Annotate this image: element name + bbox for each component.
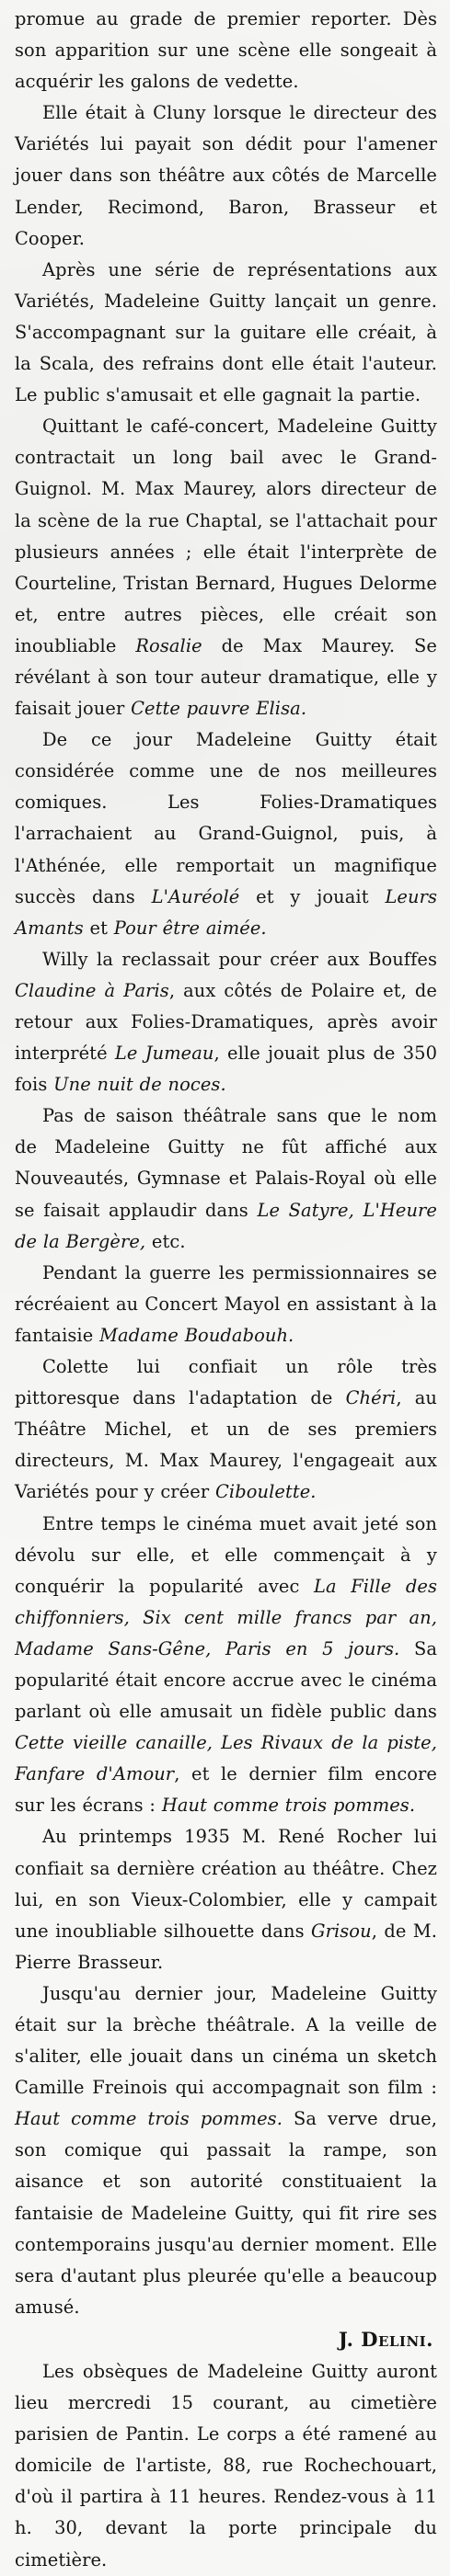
paragraph-text: Sa verve drue, son comique qui passait la rampe, son aisance et son autorité constituaient la fantaisie de Madeleine Guitty, qui fit rire ses contemporains jusqu'au dernier moment. Elle sera d'autant plus pleurée qu'elle a beaucoup amusé. bbox=[15, 2108, 438, 2318]
italic-title: Chéri bbox=[345, 1387, 397, 1409]
paragraph-text: Pendant la guerre les permissionnaires se récréaient au Concert Mayol en assistant à la fantaisie bbox=[15, 1261, 437, 1346]
article-paragraph bbox=[15, 411, 437, 724]
article-paragraph bbox=[15, 1509, 437, 1822]
signature-text: J. Delini. bbox=[338, 2327, 433, 2351]
italic-title: Ciboulette. bbox=[214, 1481, 317, 1503]
article-paragraph bbox=[15, 1258, 437, 1351]
article-paragraph bbox=[15, 1100, 437, 1257]
italic-title: Pour être aimée. bbox=[113, 917, 267, 939]
paragraph-text: , aux côtés de Polaire et, de retour aux Folies-Dramatiques, après avoir interprété bbox=[15, 979, 437, 1065]
article-paragraph bbox=[15, 97, 437, 254]
funeral-notice bbox=[15, 2356, 437, 2576]
italic-title: Madame Boudabouh. bbox=[99, 1324, 294, 1346]
italic-title: Le Jumeau bbox=[114, 1043, 214, 1065]
italic-title: Grisou bbox=[311, 1920, 372, 1942]
italic-title: Haut comme trois pommes. bbox=[15, 2108, 283, 2130]
paragraph-text: Elle était à Cluny lorsque le directeur des Variétés lui payait son dédit pour l'amener jouer dans son théâtre aux côtés de Marcelle Lender, Recimond, Baron, Brasseur et Cooper. bbox=[15, 102, 437, 249]
paragraph-text: Pas de saison théâtrale sans que le nom de Madeleine Guitty ne fût affiché aux Nouveautés, Gymnase et Palais-Royal où elle se faisait applaudir dans bbox=[15, 1105, 437, 1221]
article-paragraph bbox=[15, 1351, 437, 1508]
article-paragraph bbox=[15, 724, 437, 944]
paragraph-text: De ce jour Madeleine Guitty était considérée comme une de nos meilleures comiques. Les Folies-Dramatiques l'arrachaient au Grand-Guignol, puis, à l'Athénée, elle remportait un magnifique succès dans bbox=[15, 729, 437, 907]
paragraph-text: , au Théâtre Michel, et un de ses premiers directeurs, M. Max Maurey, l'engageait aux Variétés pour y créer bbox=[15, 1387, 437, 1503]
article-paragraph bbox=[15, 2356, 437, 2576]
paragraph-text: Sa popularité était encore accrue avec le cinéma parlant où elle amusait un fidèle public dans bbox=[15, 1637, 437, 1723]
italic-title: Une nuit de noces. bbox=[53, 1074, 226, 1096]
paragraph-text: Colette lui confiait un rôle très pittoresque dans l'adaptation de bbox=[15, 1356, 437, 1409]
italic-title: Rosalie bbox=[135, 634, 202, 656]
italic-title: L'Auréolé bbox=[151, 885, 240, 907]
paragraph-text: , de M. Pierre Brasseur. bbox=[15, 1920, 437, 1973]
paragraph-text: , elle jouait plus de 350 fois bbox=[15, 1043, 437, 1096]
paragraph-text: Au printemps 1935 M. René Rocher lui confiait sa dernière création au théâtre. Chez lui, en son Vieux-Colombier, elle y campait une inoubliable silhouette dans bbox=[15, 1826, 437, 1942]
italic-title: Claudine à Paris bbox=[15, 979, 169, 1001]
italic-title: Le Satyre, L'Heure de la Bergère, bbox=[15, 1199, 437, 1252]
paragraph-text: et bbox=[83, 917, 114, 939]
article-paragraph bbox=[15, 1978, 437, 2323]
italic-title: Leurs Amants bbox=[15, 885, 437, 939]
author-signature bbox=[15, 2323, 437, 2356]
paragraph-text: Willy la reclassait pour créer aux Bouffes bbox=[42, 948, 437, 970]
paragraph-text: etc. bbox=[145, 1230, 186, 1252]
article-body bbox=[15, 4, 437, 2323]
article-paragraph bbox=[15, 944, 437, 1100]
paragraph-text: Quittant le café-concert, Madeleine Guitty contractait un long bail avec le Grand-Guignol. M. Max Maurey, alors directeur de la scène de la rue Chaptal, se l'attachait pour plusieurs années ; elle était l'interprète de Courteline, Tristan Bernard, Hugues Delorme et, entre autres pièces, elle créait son inoubliable bbox=[15, 416, 437, 656]
paragraph-text: promue au grade de premier reporter. Dès son apparition sur une scène elle songeait à acquérir les galons de vedette. bbox=[15, 8, 437, 93]
paragraph-text: Les obsèques de Madeleine Guitty auront lieu mercredi 15 courant, au cimetière parisien de Pantin. Le corps a été ramené au domicile de l'artiste, 88, rue Rochechouart, d'où il partira à 11 heures. Rendez-vous à 11 h. 30, devant la porte principale du cimetière. bbox=[15, 2360, 437, 2570]
paragraph-text: de Max Maurey. Se révélant à son tour auteur dramatique, elle y faisait jouer bbox=[15, 634, 437, 720]
paragraph-text: et y jouait bbox=[239, 885, 386, 907]
paragraph-text: Jusqu'au dernier jour, Madeleine Guitty était sur la brèche théâtrale. A la veille de s'aliter, elle jouait dans un cinéma un sketch Camille Freinois qui accompagnait son film : bbox=[15, 1982, 437, 2099]
italic-title: Cette vieille canaille, Les Rivaux de la piste, Fanfare d'Amour bbox=[15, 1732, 437, 1785]
italic-title: La Fille des chiffonniers, Six cent mille francs par an, Madame Sans-Gêne, Paris en 5 jours. bbox=[15, 1575, 438, 1659]
paragraph-text: Entre temps le cinéma muet avait jeté son dévolu sur elle, et elle commençait à y conquérir la popularité avec bbox=[15, 1512, 437, 1597]
paragraph-text: Après une série de représentations aux Variétés, Madeleine Guitty lançait un genre. S'accompagnant sur la guitare elle créait, à la Scala, des refrains dont elle était l'auteur. Le public s'amusait et elle gagnait la partie. bbox=[15, 258, 437, 406]
article-paragraph bbox=[15, 4, 437, 97]
italic-title: Haut comme trois pommes. bbox=[161, 1795, 416, 1817]
article-paragraph bbox=[15, 255, 437, 411]
paragraph-text: , et le dernier film encore sur les écrans : bbox=[15, 1763, 437, 1817]
article-paragraph bbox=[15, 1821, 437, 1978]
italic-title: Cette pauvre Elisa. bbox=[131, 698, 307, 720]
